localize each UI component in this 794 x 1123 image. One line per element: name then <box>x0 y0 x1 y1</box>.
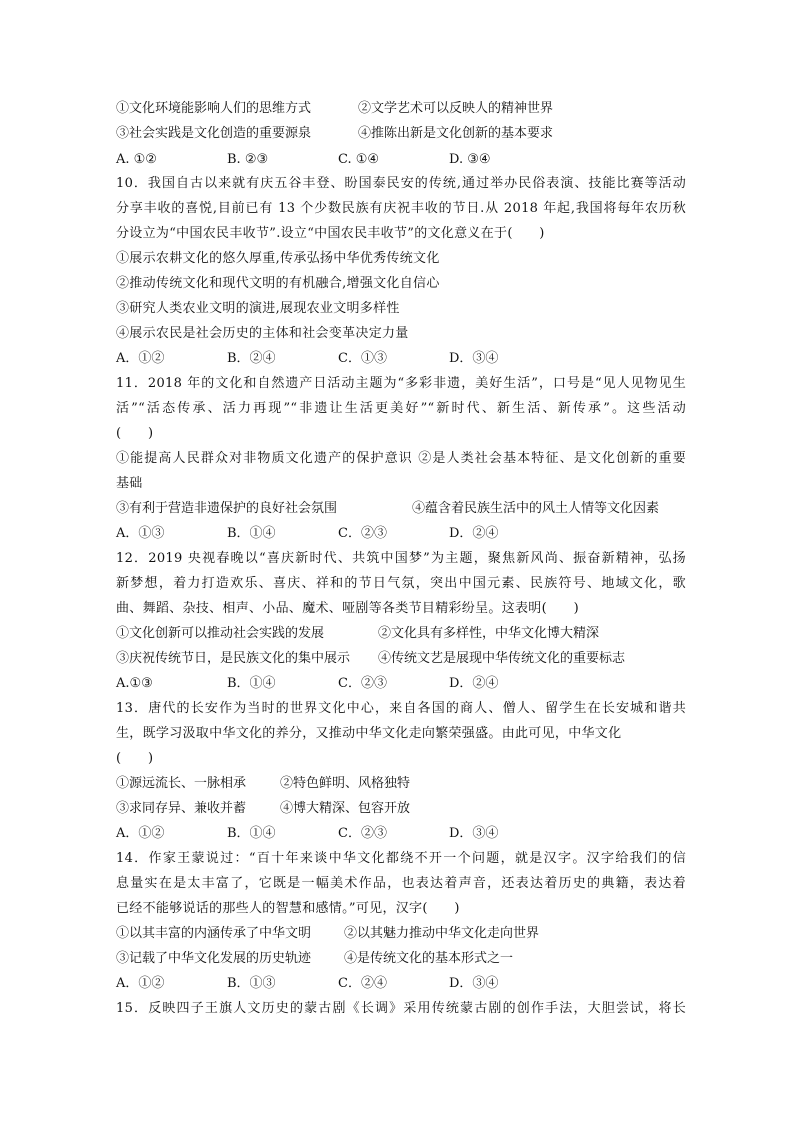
q10-option-a[interactable]: A．①② <box>116 351 165 366</box>
q13-option-d[interactable]: D．③④ <box>449 826 499 841</box>
q11-statement-1: ①能提高人民群众对非物质文化遗产的保护意识 ②是人类社会基本特征、是文化创新的重要 <box>116 451 686 466</box>
q14-statements-row2 <box>116 951 513 967</box>
q10-option-b[interactable]: B．②④ <box>227 351 276 366</box>
q13-options <box>116 826 560 842</box>
q9-statement-3: ③社会实践是文化创造的重要源泉 <box>116 126 312 141</box>
q10-statement-3: ③研究人类农业文明的演进,展现农业文明多样性 <box>116 301 400 316</box>
q13-option-b[interactable]: B．①④ <box>227 826 276 841</box>
q11-option-c[interactable]: C．②③ <box>338 526 387 541</box>
q13-option-a[interactable]: A．①② <box>116 826 165 841</box>
q14-statement-1: ①以其丰富的内涵传承了中华文明 <box>116 926 312 941</box>
q10-stem-line: 10．我国自古以来就有庆五谷丰登、盼国泰民安的传统,通过举办民俗表演、技能比赛等活动 <box>116 176 686 191</box>
q12-option-a[interactable]: A.①③ <box>116 676 153 691</box>
q13-statement-3: ③求同存异、兼收并蓄 <box>116 801 247 816</box>
q9-option-d[interactable]: D. ③④ <box>449 152 491 167</box>
q9-option-a[interactable]: A. ①② <box>116 152 157 167</box>
q13-stem-line: ( ) <box>116 751 154 766</box>
q10-option-d[interactable]: D．③④ <box>449 351 499 366</box>
q12-option-c[interactable]: C．②③ <box>338 676 387 691</box>
q14-statement-3: ③记载了中华文化发展的历史轨迹 <box>116 951 312 966</box>
q10-stem-line: 分享丰收的喜悦,目前已有 13 个少数民族有庆祝丰收的节日.从 2018 年起,我国将每年农历秋 <box>116 201 686 216</box>
q10-statement-1: ①展示农耕文化的悠久厚重,传承弘扬中华优秀传统文化 <box>116 251 440 266</box>
q9-options <box>116 152 560 168</box>
q9-option-c[interactable]: C. ①④ <box>338 152 380 167</box>
q11-option-b[interactable]: B．①④ <box>227 526 276 541</box>
q12-option-d[interactable]: D．②④ <box>449 676 499 691</box>
q13-statement-2: ②特色鲜明、风格独特 <box>280 776 411 791</box>
q13-statement-1: ①源远流长、一脉相承 <box>116 776 247 791</box>
q10-option-c[interactable]: C．①③ <box>338 351 387 366</box>
q11-statement-1-cont: 基础 <box>116 476 143 491</box>
q10-statement-4: ④展示农民是社会历史的主体和社会变革决定力量 <box>116 326 409 341</box>
q9-statements-row2 <box>116 126 553 142</box>
q11-stem-line: 11．2018 年的文化和自然遗产日活动主题为“多彩非遗，美好生活”，口号是“见人见物见生 <box>116 376 686 391</box>
q14-statement-4: ④是传统文化的基本形式之一 <box>344 951 514 966</box>
q10-statement-2: ②推动传统文化和现代文明的有机融合,增强文化自信心 <box>116 276 440 291</box>
q14-option-c[interactable]: C．②④ <box>338 976 387 991</box>
q12-stem-line: 新梦想，着力打造欢乐、喜庆、祥和的节日气氛，突出中国元素、民族符号、地域文化，歌 <box>116 576 686 591</box>
q9-option-b[interactable]: B. ②③ <box>227 152 269 167</box>
q12-statements-row2 <box>116 651 625 667</box>
q14-options <box>116 976 560 992</box>
q12-statement-2: ②文化具有多样性，中华文化博大精深 <box>378 626 600 641</box>
q14-option-d[interactable]: D．③④ <box>449 976 499 991</box>
q11-option-a[interactable]: A．①③ <box>116 526 165 541</box>
q13-statements-row2 <box>116 801 410 817</box>
q11-statement-3: ③有利于营造非遗保护的良好社会氛围 <box>116 501 338 516</box>
q12-statement-3: ③庆祝传统节日，是民族文化的集中展示 <box>116 651 351 666</box>
q9-statement-1: ①文化环境能影响人们的思维方式 <box>116 101 312 116</box>
q12-option-b[interactable]: B．①④ <box>227 676 276 691</box>
q14-statements-row1 <box>116 926 539 942</box>
q9-statement-2: ②文学艺术可以反映人的精神世界 <box>358 101 554 116</box>
q12-stem-line: 曲、舞蹈、杂技、相声、小品、魔术、哑剧等各类节目精彩纷呈。这表明( ) <box>116 601 579 616</box>
q15-stem-line: 15．反映四子王旗人文历史的蒙古剧《长调》采用传统蒙古剧的创作手法，大胆尝试，将长 <box>116 1001 686 1016</box>
q11-option-d[interactable]: D．②④ <box>449 526 499 541</box>
q14-stem-line: 14．作家王蒙说过：“百十年来谈中华文化都绕不开一个问题，就是汉字。汉字给我们的信 <box>116 851 686 866</box>
q10-stem-line: 分设立为“中国农民丰收节”.设立“中国农民丰收节”的文化意义在于( ) <box>116 226 545 241</box>
q9-statements-row1 <box>116 101 553 117</box>
q10-options <box>116 351 560 367</box>
q12-statements-row1 <box>116 626 599 642</box>
q13-statement-4: ④博大精深、包容开放 <box>280 801 411 816</box>
q14-option-b[interactable]: B．①③ <box>227 976 276 991</box>
q11-options <box>116 526 560 542</box>
q12-stem-line: 12．2019 央视春晚以“喜庆新时代、共筑中国梦”为主题，聚焦新风尚、振奋新精神，弘扬 <box>116 551 686 566</box>
q14-statement-2: ②以其魅力推动中华文化走向世界 <box>344 926 540 941</box>
q11-statements-row2 <box>116 501 659 517</box>
q13-statements-row1 <box>116 776 410 792</box>
q11-stem-line: ( ) <box>116 426 154 441</box>
q13-stem-line: 13．唐代的长安作为当时的世界文化中心，来自各国的商人、僧人、留学生在长安城和谐共 <box>116 701 686 716</box>
q9-statement-4: ④推陈出新是文化创新的基本要求 <box>358 126 554 141</box>
q13-stem-line: 生，既学习汲取中华文化的养分，又推动中华文化走向繁荣强盛。由此可见，中华文化 <box>116 726 622 741</box>
q14-stem-line: 息量实在是太丰富了，它既是一幅美术作品，也表达着声音，还表达着历史的典籍，表达着 <box>116 876 686 891</box>
q12-statement-1: ①文化创新可以推动社会实践的发展 <box>116 626 325 641</box>
q12-statement-4: ④传统文艺是展现中华传统文化的重要标志 <box>378 651 626 666</box>
q11-statement-4: ④蕴含着民族生活中的风土人情等文化因素 <box>412 501 660 516</box>
q13-option-c[interactable]: C．②③ <box>338 826 387 841</box>
q11-stem-line: 活”“活态传承、活力再现”“非遗让生活更美好”“新时代、新生活、新传承”。这些活动 <box>116 401 686 416</box>
q12-options <box>116 676 560 692</box>
q14-option-a[interactable]: A．①② <box>116 976 165 991</box>
q14-stem-line: 已经不能够说话的那些人的智慧和感情。”可见，汉字( ) <box>116 901 460 916</box>
